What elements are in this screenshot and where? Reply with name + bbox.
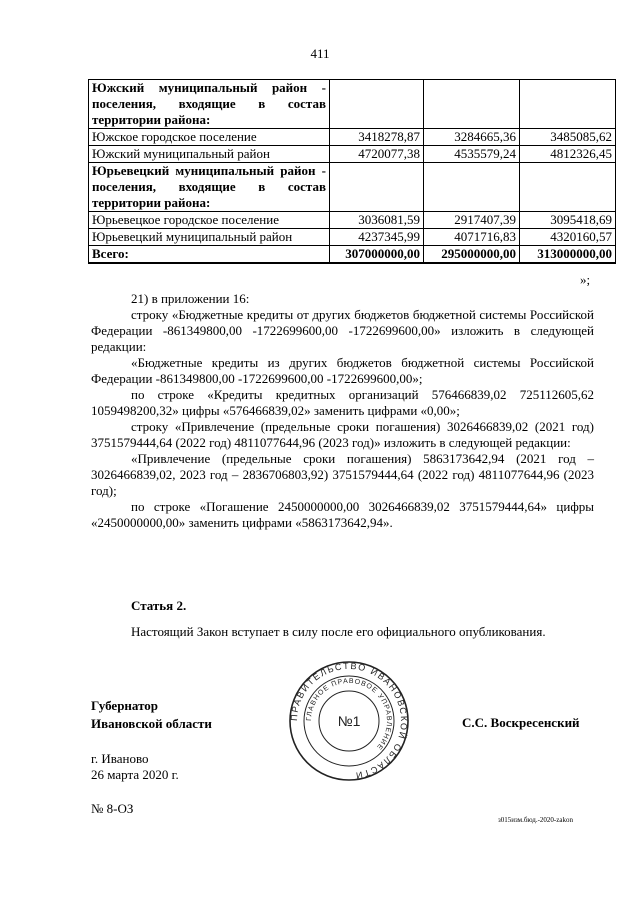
amendment-text xyxy=(91,291,594,531)
file-reference: з015изм.бюд.-2020-zakon xyxy=(498,816,573,824)
paragraph: строку «Привлечение (предельные сроки погашения) 3026466839,02 (2021 год) 3751579444,64 (2022 год) 4811077644,96 (2023 год)» изложить в следующей редакции: xyxy=(91,419,594,450)
date: 26 марта 2020 г. xyxy=(91,767,179,782)
table-cell-value: 3485085,62 xyxy=(520,129,616,146)
budget-table xyxy=(88,79,616,264)
signatory-title xyxy=(91,697,212,733)
table-row xyxy=(89,212,616,229)
table-cell-name: Юрьевецкий муниципальный район - поселения, входящие в состав территории района: xyxy=(89,163,330,212)
table-row xyxy=(89,129,616,146)
law-number: № 8-ОЗ xyxy=(91,801,134,816)
table-cell-value: 4237345,99 xyxy=(330,229,424,246)
table-cell-value: 3036081,59 xyxy=(330,212,424,229)
table-cell-value: 2917407,39 xyxy=(424,212,520,229)
table-cell-name: Юрьевецкий муниципальный район xyxy=(89,229,330,246)
signatory-name: С.С. Воскресенский xyxy=(462,715,580,730)
seal-center-text: №1 xyxy=(337,713,361,729)
signatory-title-line: Губернатор xyxy=(91,698,159,713)
article-heading: Статья 2. xyxy=(131,598,187,613)
table-cell-value: 4535579,24 xyxy=(424,146,520,163)
seal-inner-text: ГЛАВНОЕ ПРАВОВОЕ УПРАВЛЕНИЕ xyxy=(305,677,393,752)
table-row xyxy=(89,146,616,163)
paragraph: «Привлечение (предельные сроки погашения) 5863173642,94 (2021 год – 3026466839,02, 2023 год – 2836706803,92) 3751579444,64 (2022 год) 4811077644,96 (2023 год); xyxy=(91,451,594,498)
table-cell-name: Всего: xyxy=(89,246,330,264)
final-provision: Настоящий Закон вступает в силу после его официального опубликования. xyxy=(131,624,546,639)
table-cell-name: Юрьевецкое городское поселение xyxy=(89,212,330,229)
table-row xyxy=(89,229,616,246)
paragraph: по строке «Погашение 2450000000,00 3026466839,02 3751579444,64» цифры «2450000000,00» заменить цифрами «5863173642,94». xyxy=(91,499,594,530)
table-cell-name: Южское городское поселение xyxy=(89,129,330,146)
table-cell-value: 3095418,69 xyxy=(520,212,616,229)
table-cell-value: 4812326,45 xyxy=(520,146,616,163)
city: г. Иваново xyxy=(91,751,149,766)
quote-closing-mark: »; xyxy=(580,272,591,287)
table-cell-value: 4720077,38 xyxy=(330,146,424,163)
table-cell-value xyxy=(424,163,520,212)
table-cell-name: Южский муниципальный район - поселения, входящие в состав территории района: xyxy=(89,80,330,129)
signatory-title-line: Ивановской области xyxy=(91,716,212,731)
seal-outer-text: ПРАВИТЕЛЬСТВО ИВАНОВСКОЙ ОБЛАСТИ xyxy=(288,660,410,781)
official-seal xyxy=(288,660,410,782)
table-cell-value: 3284665,36 xyxy=(424,129,520,146)
table-cell-value xyxy=(424,80,520,129)
table-total-row xyxy=(89,246,616,264)
table-cell-value xyxy=(520,80,616,129)
paragraph: 21) в приложении 16: xyxy=(131,291,250,306)
table-cell-value: 295000000,00 xyxy=(424,246,520,264)
paragraph: «Бюджетные кредиты из других бюджетов бюджетной системы Российской Федерации -861349800,00 -1722699600,00 -1722699600,00»; xyxy=(91,355,594,386)
table-cell-value xyxy=(520,163,616,212)
place-and-date xyxy=(91,751,179,783)
table-cell-value: 307000000,00 xyxy=(330,246,424,264)
paragraph: по строке «Кредиты кредитных организаций 576466839,02 725112605,62 1059498200,32» цифры «576466839,02» заменить цифрами «0,00»; xyxy=(91,387,594,418)
table-cell-value xyxy=(330,163,424,212)
table-cell-value: 313000000,00 xyxy=(520,246,616,264)
table-cell-value: 3418278,87 xyxy=(330,129,424,146)
page-number: 411 xyxy=(310,46,330,61)
table-cell-name: Южский муниципальный район xyxy=(89,146,330,163)
table-group-row xyxy=(89,163,616,212)
table-cell-value: 4071716,83 xyxy=(424,229,520,246)
paragraph: строку «Бюджетные кредиты от других бюджетов бюджетной системы Российской Федерации -861349800,00 -1722699600,00 -1722699600,00» изложить в следующей редакции: xyxy=(91,307,594,354)
table-cell-value xyxy=(330,80,424,129)
table-cell-value: 4320160,57 xyxy=(520,229,616,246)
table-group-row xyxy=(89,80,616,129)
